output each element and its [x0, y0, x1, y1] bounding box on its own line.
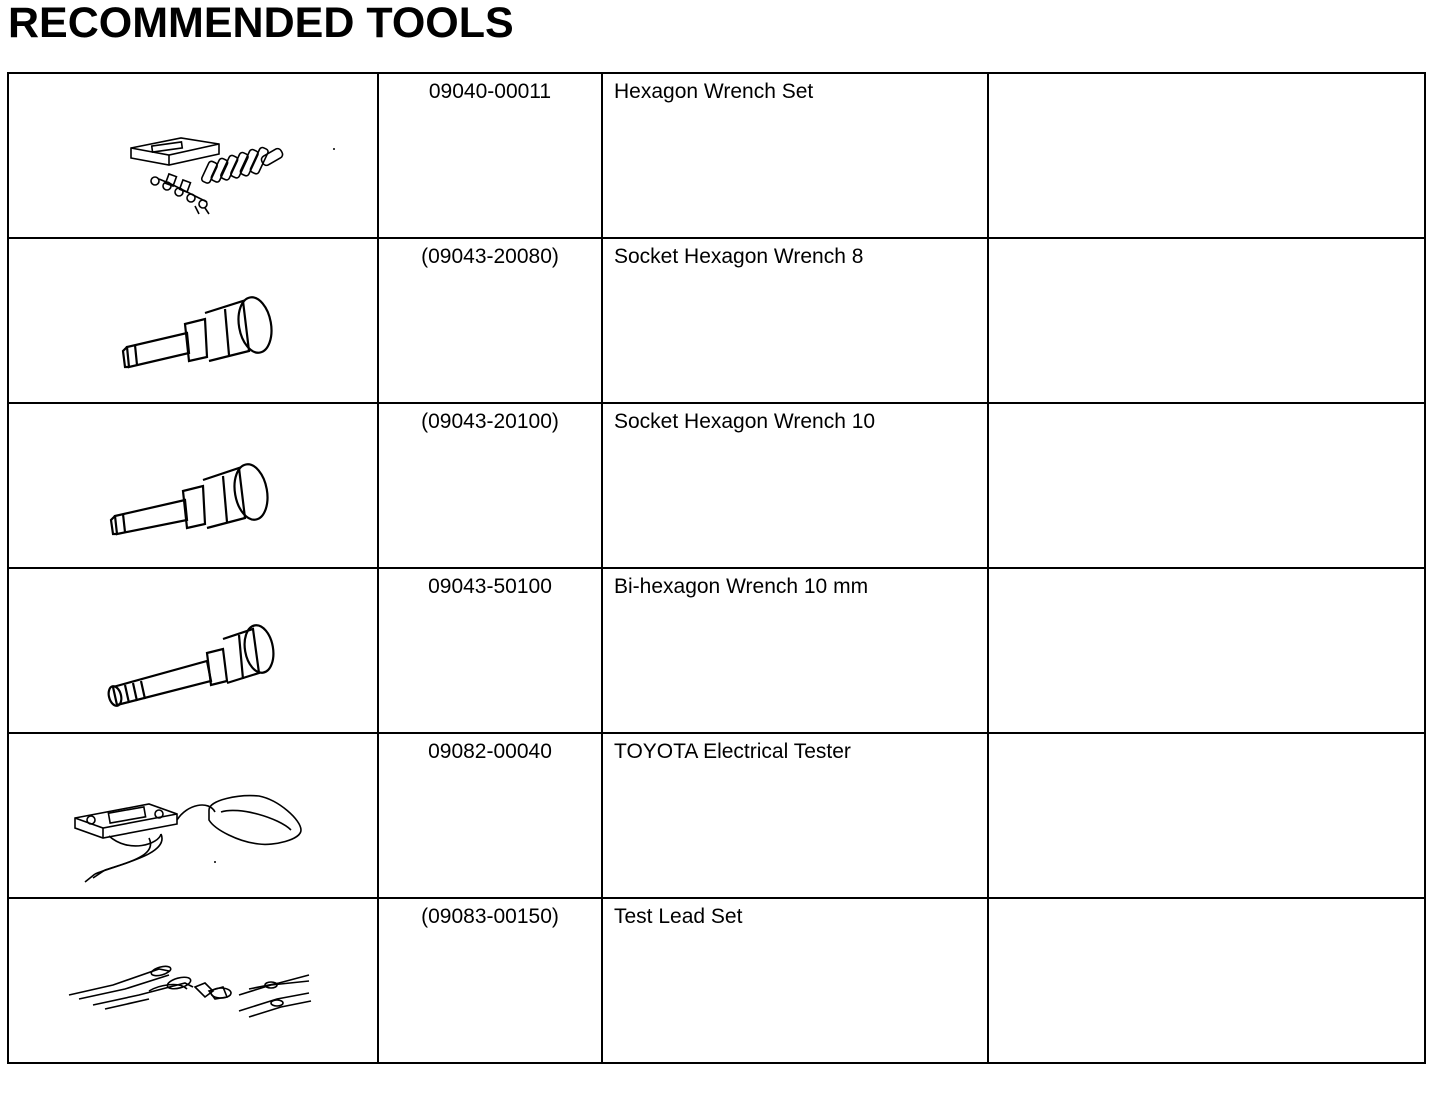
tool-name: TOYOTA Electrical Tester — [614, 740, 851, 763]
tool-name-cell — [602, 403, 988, 568]
part-number: 09040-00011 — [428, 80, 552, 103]
table-row — [8, 73, 1425, 238]
tool-name-cell — [602, 733, 988, 898]
part-number-cell — [378, 238, 602, 403]
part-number: 09043-50100 — [428, 575, 552, 598]
table-row — [8, 568, 1425, 733]
note-cell — [988, 733, 1425, 898]
tool-illustration-cell — [8, 238, 378, 403]
electrical-tester-icon — [9, 734, 379, 891]
part-number-cell — [378, 403, 602, 568]
tool-name-cell — [602, 568, 988, 733]
socket-hexagon-wrench-icon — [9, 239, 379, 396]
hexagon-wrench-set-icon — [9, 74, 379, 231]
part-number: (09083-00150) — [421, 905, 559, 928]
note-cell — [988, 73, 1425, 238]
table-row — [8, 238, 1425, 403]
tool-name: Socket Hexagon Wrench 10 — [614, 410, 876, 433]
tools-table — [7, 72, 1426, 1064]
tool-illustration-cell — [8, 898, 378, 1063]
note-cell — [988, 898, 1425, 1063]
part-number-cell — [378, 898, 602, 1063]
page-title: RECOMMENDED TOOLS — [8, 0, 514, 47]
tool-name-cell — [602, 73, 988, 238]
note-cell — [988, 238, 1425, 403]
table-row — [8, 403, 1425, 568]
part-number: 09082-00040 — [428, 740, 552, 763]
tool-name-cell — [602, 238, 988, 403]
tool-name-cell — [602, 898, 988, 1063]
bi-hexagon-wrench-icon — [9, 569, 379, 726]
part-number-cell — [378, 733, 602, 898]
tool-illustration-cell — [8, 568, 378, 733]
tool-name: Hexagon Wrench Set — [614, 80, 814, 103]
table-row — [8, 898, 1425, 1063]
part-number: (09043-20080) — [421, 245, 559, 268]
note-cell — [988, 403, 1425, 568]
tool-illustration-cell — [8, 733, 378, 898]
part-number-cell — [378, 568, 602, 733]
part-number: (09043-20100) — [421, 410, 559, 433]
test-lead-set-icon — [9, 899, 379, 1056]
tool-name: Bi-hexagon Wrench 10 mm — [614, 575, 869, 598]
part-number-cell — [378, 73, 602, 238]
socket-hexagon-wrench-icon — [9, 404, 379, 561]
tool-name: Socket Hexagon Wrench 8 — [614, 245, 864, 268]
tool-illustration-cell — [8, 403, 378, 568]
table-row — [8, 733, 1425, 898]
tool-illustration-cell — [8, 73, 378, 238]
tool-name: Test Lead Set — [614, 905, 743, 928]
note-cell — [988, 568, 1425, 733]
